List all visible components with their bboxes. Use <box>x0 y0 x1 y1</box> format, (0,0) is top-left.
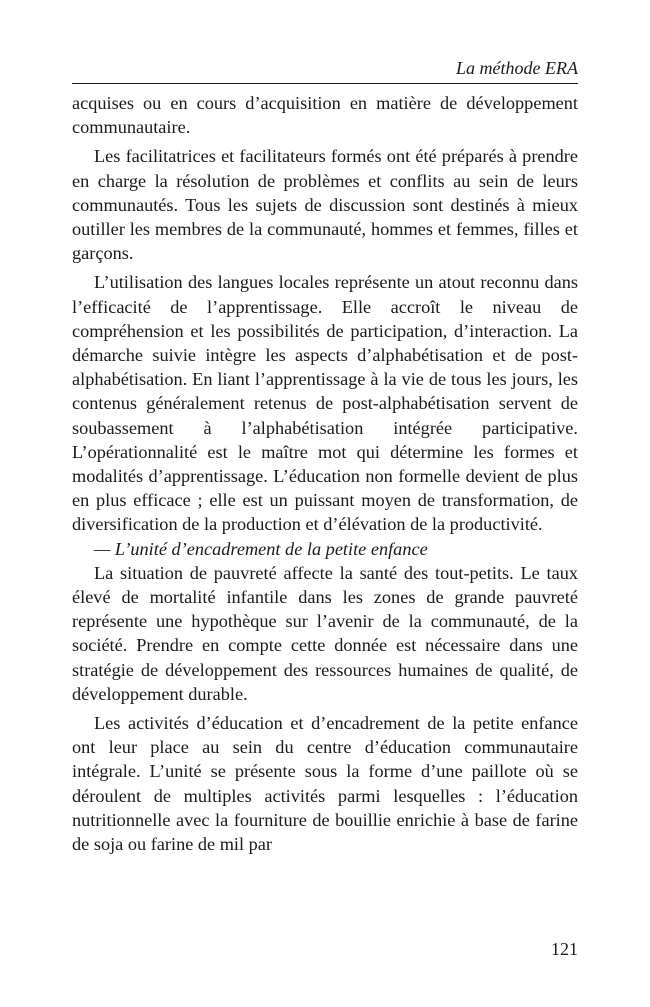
paragraph-early-childhood: Les activités d’éducation et d’encadrement de la petite enfance ont leur place au sein du centre d’éducation communautaire intégrale. L’unité se présente sous la forme d’une paillote où se déroulent de multiples activités parmi lesquelles : l’éducation nutritionnelle avec la fourniture de bouillie enrichie à base de farine de soja ou farine de mil par <box>72 713 578 855</box>
book-page <box>72 0 578 1007</box>
paragraph-poverty: La situation de pauvreté affecte la santé des tout-petits. Le taux élevé de mortalité infantile dans les zones de grande pauvreté représente une hypothèque sur l’avenir de la communauté, de la société. Prendre en compte cette donnée est nécessaire dans une stratégie de développement des ressources humaines de qualité, de développement durable. <box>72 562 578 704</box>
header-rule <box>72 83 578 84</box>
running-head-title: La méthode ERA <box>456 58 578 78</box>
body-text <box>72 91 578 856</box>
page-number: 121 <box>551 939 578 959</box>
paragraph-facilitators: Les facilitatrices et facilitateurs formés ont été préparés à prendre en charge la résolution de problèmes et conflits au sein de leurs communautés. Tous les sujets de discussion sont destinés à mieux outiller les membres de la communauté, hommes et femmes, filles et garçons. <box>72 146 578 264</box>
paragraph-local-languages: L’utilisation des langues locales représente un atout reconnu dans l’efficacité de l’apprentissage. Elle accroît le niveau de compréhension et les possibilités de participation, d’interaction. La démarche suivie intègre les aspects d’alphabétisation et de post-alphabétisation. En liant l’apprentissage à la vie de tous les jours, les contenus généralement retenus de post-alphabétisation servent de soubassement à l’alphabétisation intégrée participative. L’opérationnalité est le maître mot qui détermine les formes et modalités d’apprentissage. L’éducation non formelle devient de plus en plus efficace ; elle est un puissant moyen de transformation, de diversification de la production et d’élévation de la productivité. <box>72 272 578 535</box>
section-subheading: — L’unité d’encadrement de la petite enfance <box>94 538 428 559</box>
paragraph-continuation: acquises ou en cours d’acquisition en matière de développement communautaire. <box>72 93 578 138</box>
